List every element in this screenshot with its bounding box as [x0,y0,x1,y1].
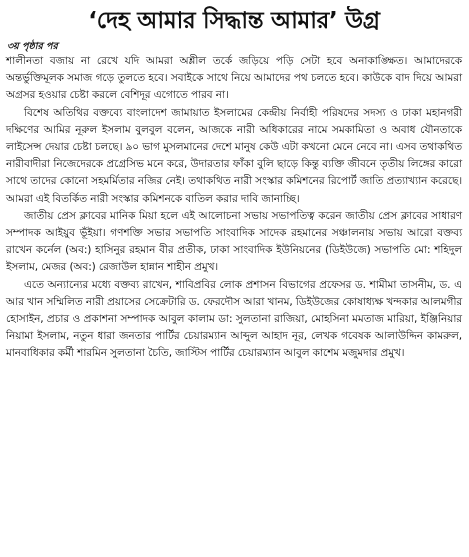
article-paragraph: এতে অন্যান্যের মধ্যে বক্তব্য রাখেন, শাবিপ্রবির লোক প্রশাসন বিভাগের প্রফেসর ড. শামীমা তাসনীম, ড. এ আর খান সম্মিলিত নারী প্রয়াসের সেক্রেটারি ড. ফেরদৌস আরা খানম, ডিইউজের কোষাধ্যক্ষ খন্দকার আলমগীর হোসাইন, প্রচার ও প্রকাশনা সম্পাদক আবুল কালাম ডা: সুলতানা রাজিয়া, মোহসিনা মমতাজ মারিয়া, ইঞ্জিনিয়ার নিয়ামা ইসলাম, নতুন ধারা জনতার পার্টির চেয়ারম্যান আব্দুল আহাদ নূর, লেখক গবেষক আলাউদ্দিন কামরুল, মানবাধিকার কর্মী শারমিন সুলতানা চৈতি, জাস্টিস পার্টির চেয়ারম্যান আবুল কাশেম মজুমদার প্রমুখ। [6,278,462,360]
article-paragraph: জাতীয় প্রেস ক্লাবের মানিক মিয়া হলে এই আলোচনা সভায় সভাপতিত্ব করেন জাতীয় প্রেস ক্লাবের সাধারণ সম্পাদক আইয়ুব ভূঁইয়া। গণশক্তি সভার সভাপতি সাংবাদিক সাদেক রহমানের সঞ্চালনায় সভায় আরো বক্তব্য রাখেন কর্নেল (অব:) হাসিনুর রহমান বীর প্রতীক, ঢাকা সাংবাদিক ইউনিয়নের (ডিইউজে) সভাপতি মো: শহিদুল ইসলাম, মেজর (অব:) রেজাউল হান্নান শাহীন প্রমুখ। [6,209,462,274]
article-paragraph: বিশেষ অতিথির বক্তব্যে বাংলাদেশ জামায়াত ইসলামের কেন্দ্রীয় নির্বাহী পরিষদের সদস্য ও ঢাকা মহানগরী দক্ষিণের আমির নূরুল ইসলাম বুলবুল বলেন, আজকে নারী অধিকারের নামে সমকামিতা ও অবাধ যৌনতাকে লাইসেন্স দেয়ার চেষ্টা চলছে। ৯০ ভাগ মুসলমানের দেশে মানুষ কেউ এটা কখনো মেনে নেবে না। এসব তথাকথিত নারীবাদীরা নিজেদেরকে প্রগ্রেসিভ মনে করে, উদারতার ফাঁকা বুলি ছাড়ে কিন্তু ব্যক্তি জীবনে তৃতীয় লিঙ্গের কারো সাথে তাদের কোনো সহমর্মিতার নজির নেই। তথাকথিত নারী সংস্কার কমিশনের রিপোর্ট জাতি প্রত্যাখ্যান করেছে। আমরা এই বিতর্কিত নারী সংস্কার কমিশনকে বাতিল করার দাবি জানাচ্ছি। [6,106,462,205]
article-paragraph: শালীনতা বজায় না রেখে যদি আমরা অশ্লীল তর্কে জড়িয়ে পড়ি সেটা হবে অনাকাঙ্ক্ষিত। আমাদেরকে অন্তর্ভুক্তিমূলক সমাজ গড়ে তুলতে হবে। সবাইকে সাথে নিয়ে আমাদের পথ চলতে হবে। কাউকে বাদ দিয়ে আমরা অগ্রসর হওয়ার চেষ্টা করলে বেশিদূর এগোতে পারব না। [6,55,462,102]
article-headline: ‘দেহ আমার সিদ্ধান্ত আমার’ উগ্র [88,8,380,34]
article-body [6,53,462,363]
continued-from-label: ৩য় পৃষ্ঠার পর [7,41,58,52]
